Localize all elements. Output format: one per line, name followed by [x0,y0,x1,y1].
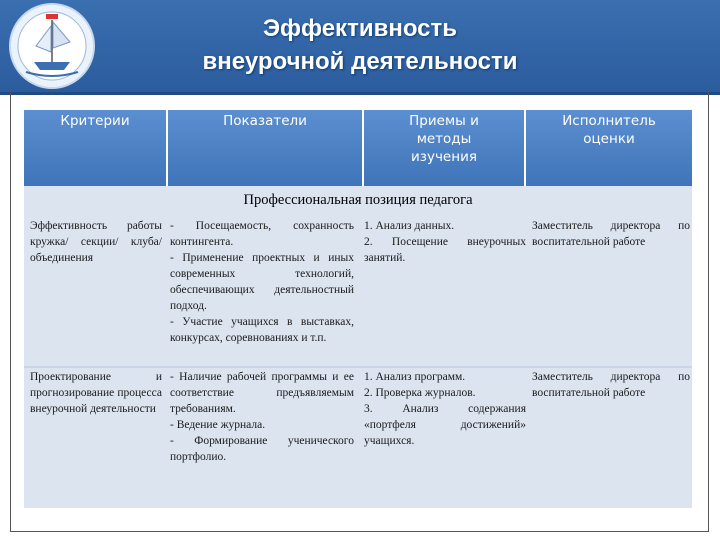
column-header-indicators: Показатели [168,110,364,186]
row1-method-1: 1. Анализ данных. [364,220,455,232]
frame-right-line [708,92,709,532]
row-separator [24,366,692,368]
row2-methods [364,369,526,449]
ship-emblem-icon [4,2,100,90]
row2-evaluator: Заместитель директора по воспитательной работе [532,371,690,399]
page-title [120,12,600,78]
column-header-methods: Приемы и методы изучения [364,110,526,186]
row1-indicator-1: - Посещаемость, сохранность контингента. [170,220,354,248]
section-title-row: Профессиональная позиция педагога [24,186,692,214]
frame-left-line [10,92,11,532]
title-line-1: Эффективность [262,15,458,42]
row2-method-2: 2. Проверка журналов. [364,387,476,399]
row1-method-2: 2. Посещение внеурочных занятий. [364,236,526,264]
row2-indicators [170,369,354,465]
row2-criteria: Проектирование и прогнозирование процесса внеурочной деятельности [30,371,162,415]
row2-method-1: 1. Анализ программ. [364,371,466,383]
row1-criteria: Эффективность работы кружка/ секции/ клуба/ объединения [30,220,162,264]
table-header-row [24,110,692,186]
row2-indicator-2: - Ведение журнала. [170,419,266,431]
row1-indicator-3: - Участие учащихся в выставках, конкурсах, соревнованиях и т.п. [170,316,354,344]
row1-indicators [170,218,354,346]
column-header-evaluator: Исполнитель оценки [526,110,692,186]
slide-header [0,0,720,95]
title-line-2: внеурочной деятельности [202,48,518,75]
row1-indicator-2: - Применение проектных и иных современных технологий, обеспечивающих деятельностный подход. [170,252,354,312]
row2-method-3: 3. Анализ содержания «портфеля достижений» учащихся. [364,403,526,447]
row2-indicator-3: - Формирование ученического портфолио. [170,435,354,463]
row2-indicator-1: - Наличие рабочей программы и ее соответствие предъявляемым требованиям. [170,371,354,415]
frame-bottom-line [10,531,709,532]
row1-methods [364,218,526,266]
row1-evaluator: Заместитель директора по воспитательной работе [532,220,690,248]
column-header-criteria: Критерии [24,110,168,186]
